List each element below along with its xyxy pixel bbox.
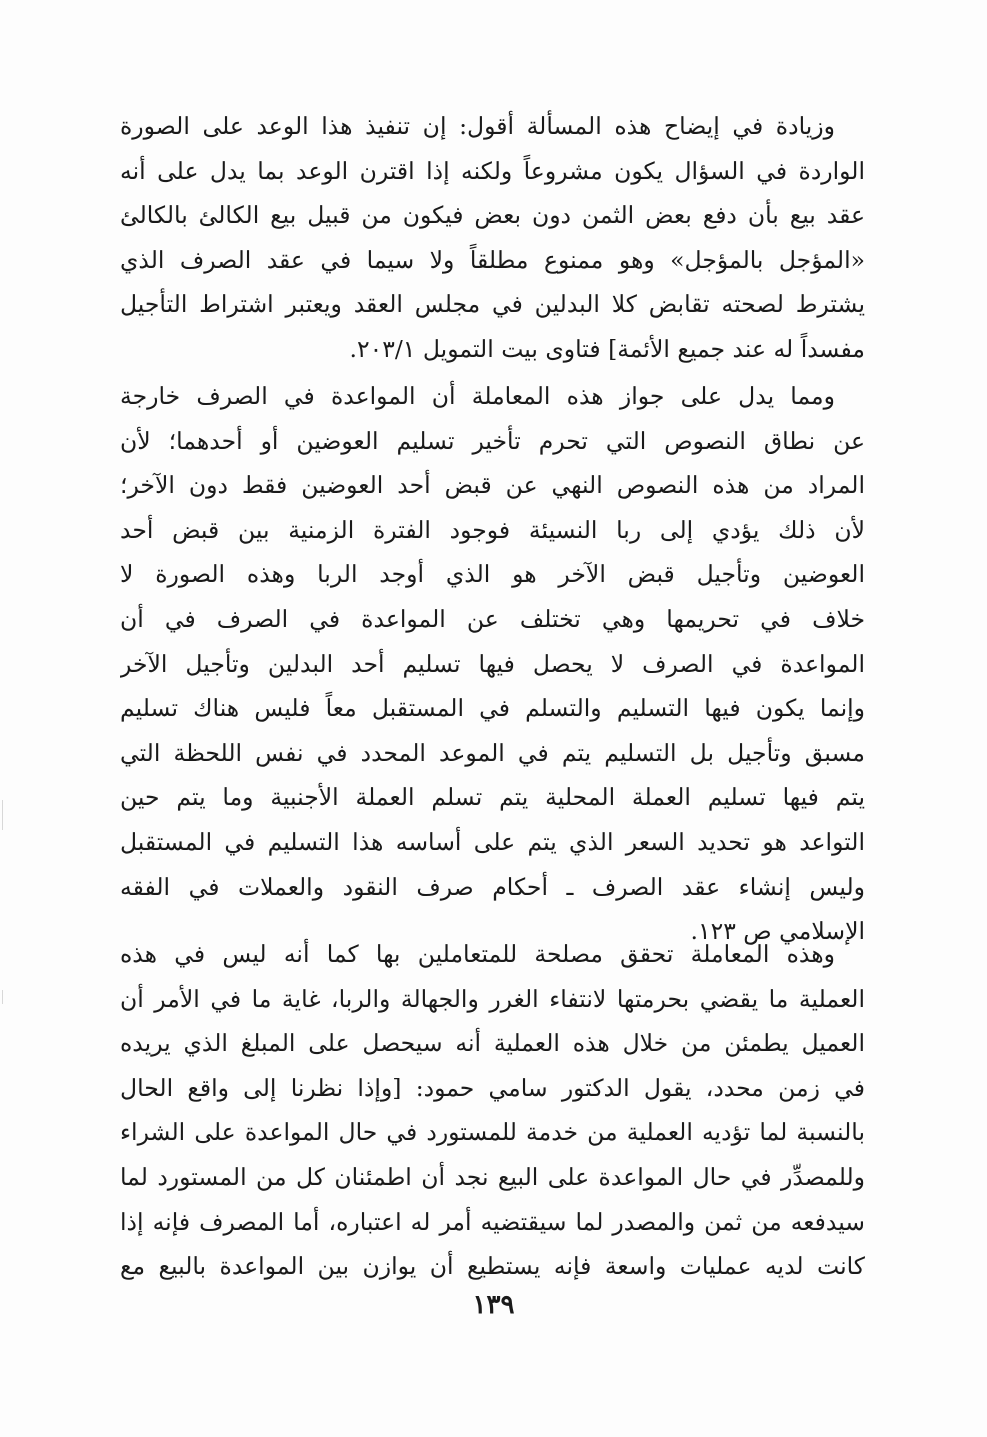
text-line: بالنسبة لما تؤديه العملية من خدمة للمستورد في حال المواعدة على الشراء <box>120 1118 865 1147</box>
text-line: التواعد هو تحديد السعر الذي يتم على أساسه هذا التسليم في المستقبل <box>120 827 865 856</box>
text-line: المراد من هذه النصوص النهي عن قبض أحد العوضين فقط دون الآخر؛ <box>120 471 865 500</box>
page-number: ١٣٩ <box>472 1290 515 1320</box>
text-line: يشترط لصحته تقابض كلا البدلين في مجلس العقد ويعتبر اشتراط التأجيل <box>120 290 865 319</box>
text-line: المواعدة في الصرف لا يحصل فيها تسليم أحد البدلين وتأجيل الآخر <box>120 649 865 678</box>
text-line: سيدفعه من ثمن والمصدر لما سيقتضيه أمر له اعتباره، أما المصرف فإنه إذا <box>120 1207 865 1236</box>
paragraph-3 <box>120 932 865 1289</box>
text-line: وزيادة في إيضاح هذه المسألة أقول: إن تنفيذ هذا الوعد على الصورة <box>120 112 835 140</box>
text-line: وليس إنشاء عقد الصرف ـ أحكام صرف النقود والعملات في الفقه <box>120 872 865 901</box>
text-line: الواردة في السؤال يكون مشروعاً ولكنه إذا اقترن الوعد بما يدل على أنه <box>120 156 865 185</box>
text-line: العملية ما يقضي بحرمتها لانتفاء الغرر والجهالة والربا، غاية ما في الأمر أن <box>120 984 865 1013</box>
text-line: ومما يدل على جواز هذه المعاملة أن المواعدة في الصرف خارجة <box>120 382 835 410</box>
text-line: عن نطاق النصوص التي تحرم تأخير تسليم العوضين أو أحدهما؛ لأن <box>120 426 865 455</box>
text-line: خلاف في تحريمها وهي تختلف عن المواعدة في الصرف في أن <box>120 604 865 633</box>
text-line: «المؤجل بالمؤجل» وهو ممنوع مطلقاً ولا سيما في عقد الصرف الذي <box>120 245 865 274</box>
paragraph-1 <box>120 104 865 372</box>
text-line: وهذه المعاملة تحقق مصلحة للمتعاملين بها كما أنه ليس في هذه <box>120 940 835 968</box>
text-line: العميل يطمئن من خلال هذه العملية أنه سيحصل على المبلغ الذي يريده <box>120 1029 865 1058</box>
text-line: يتم فيها تسليم العملة المحلية يتم تسلم العملة الأجنبية وما يتم حين <box>120 783 865 812</box>
text-line: وإنما يكون فيها التسليم والتسلم في المستقبل معاً فليس هناك تسليم <box>120 694 865 723</box>
text-line: لأن ذلك يؤدي إلى ربا النسيئة فوجود الفترة الزمنية بين قبض أحد <box>120 515 865 544</box>
text-line: عقد بيع بأن دفع بعض الثمن دون بعض فيكون من قبيل بيع الكالئ بالكالئ <box>120 201 865 230</box>
text-line: كانت لديه عمليات واسعة فإنه يستطيع أن يوازن بين المواعدة بالبيع مع <box>120 1252 865 1281</box>
text-line: في زمن محدد، يقول الدكتور سامي حمود: [وإذا نظرنا إلى واقع الحال <box>120 1073 865 1102</box>
scan-edge-mark <box>2 800 3 830</box>
paragraph-2 <box>120 374 865 954</box>
text-line: مفسداً له عند جميع الأئمة] فتاوى بيت التمويل ٢٠٣/١. <box>349 334 865 363</box>
text-line: مسبق وتأجيل بل التسليم يتم في الموعد المحدد في نفس اللحظة التي <box>120 738 865 767</box>
text-line: الإسلامي ص ١٢٣. <box>690 917 865 946</box>
text-line: وللمصدِّر في حال المواعدة على البيع نجد أن اطمئنان كل من المستورد لما <box>120 1162 865 1191</box>
scan-edge-mark <box>2 990 3 1004</box>
text-line: العوضين وتأجيل قبض الآخر هو الذي أوجد الربا وهذه الصورة لا <box>120 560 865 589</box>
